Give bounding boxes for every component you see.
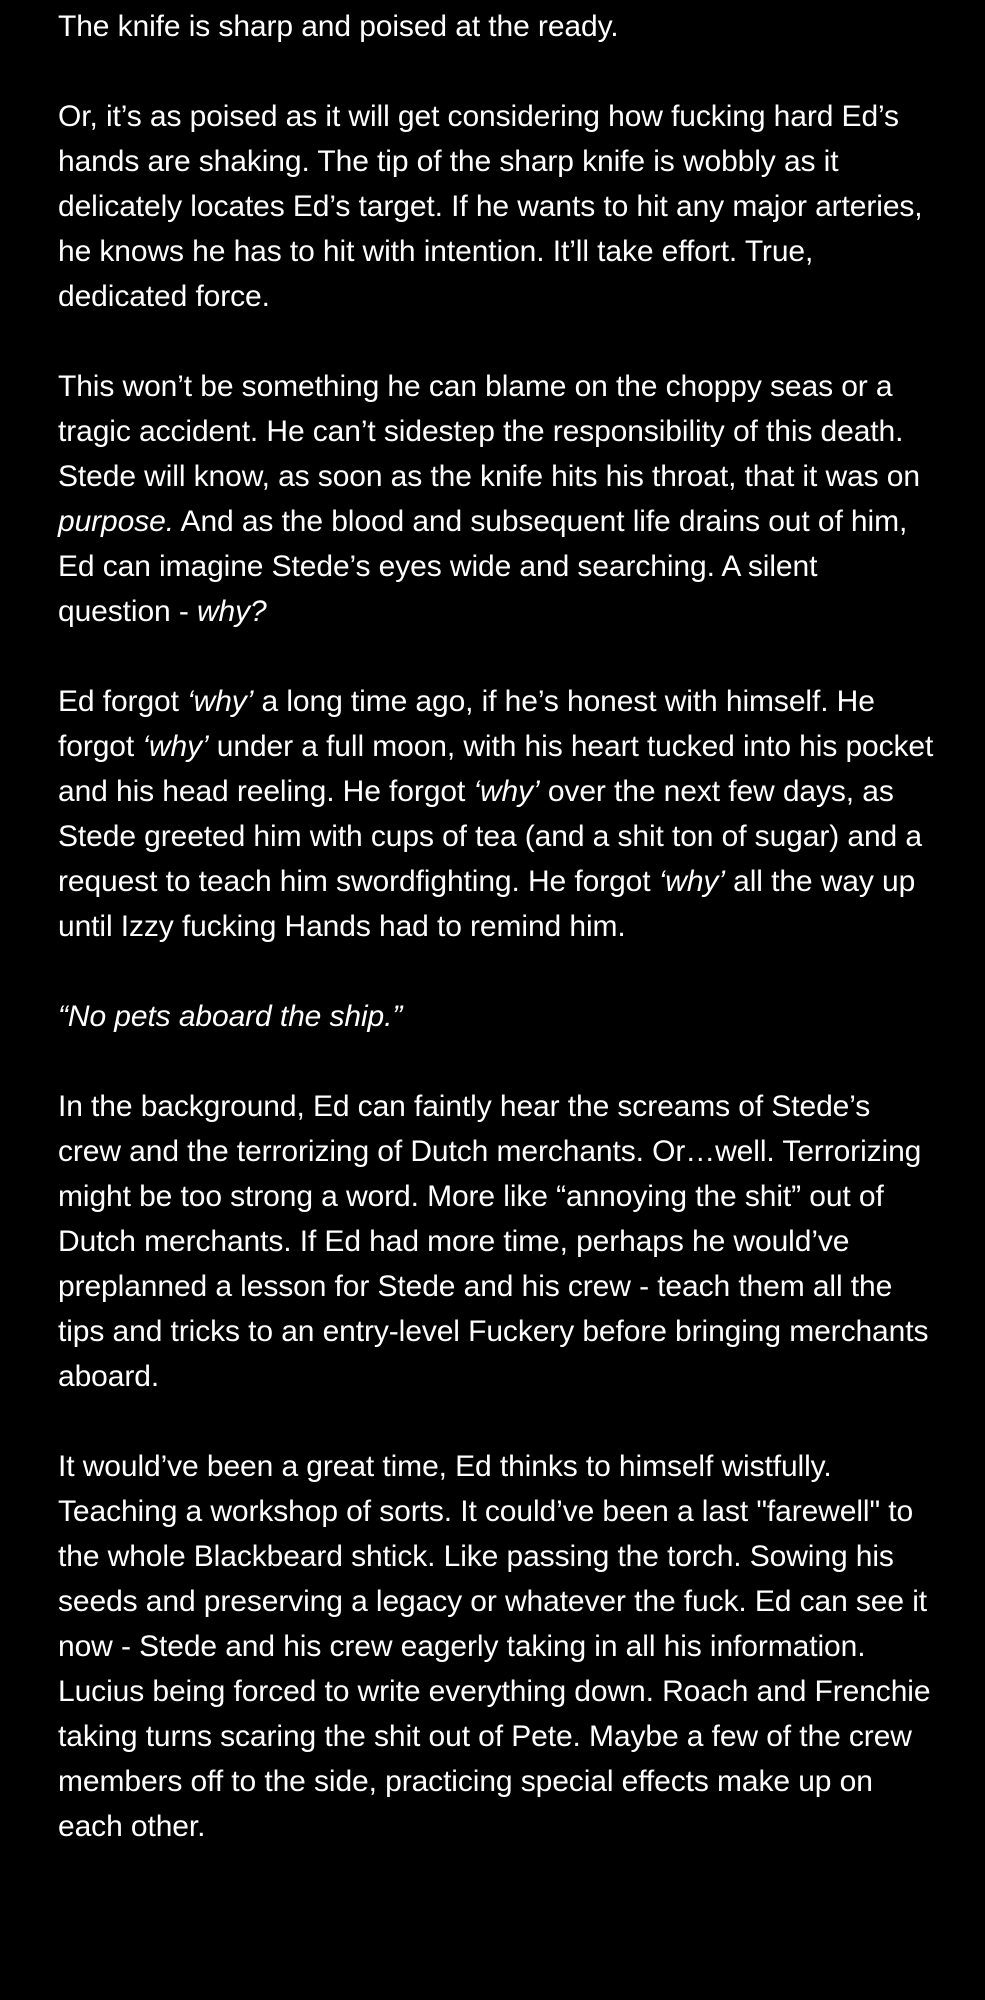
- text-segment: And as the blood and subsequent life drains out of him, Ed can imagine Stede’s eyes wide and searching. A silent question -: [58, 505, 908, 628]
- italic-text-segment: purpose.: [58, 505, 174, 538]
- italic-text-segment: ‘why’: [187, 685, 254, 718]
- text-segment: In the background, Ed can faintly hear the screams of Stede’s crew and the terrorizing of Dutch merchants. Or…well. Terrorizing might be too strong a word. More like “annoying the shit” out of Dutch merchants. If Ed had more time, perhaps he would’ve preplanned a lesson for Stede and his crew - teach them all the tips and tricks to an entry-level Fuckery before bringing merchants aboard.: [58, 1090, 929, 1393]
- italic-text-segment: ‘why’: [473, 775, 540, 808]
- text-segment: It would’ve been a great time, Ed thinks to himself wistfully. Teaching a workshop of sorts. It could’ve been a last "farewell" to the whole Blackbeard shtick. Like passing the torch. Sowing his seeds and preserving a legacy or whatever the fuck. Ed can see it now - Stede and his crew eagerly taking in all his information. Lucius being forced to write everything down. Roach and Frenchie taking turns scaring the shit out of Pete. Maybe a few of the crew members off to the side, practicing special effects make up on each other.: [58, 1450, 931, 1843]
- paragraph-5: [58, 994, 938, 1039]
- text-segment: all the way up until Izzy fucking Hands had to remind him.: [58, 865, 916, 943]
- italic-text-segment: why?: [196, 595, 267, 628]
- paragraph-1: [58, 4, 938, 49]
- text-segment: under a full moon, with his heart tucked into his pocket and his head reeling. He forgot: [58, 730, 934, 808]
- paragraph-6: [58, 1084, 938, 1399]
- paragraph-7: [58, 1444, 938, 1849]
- text-segment: over the next few days, as Stede greeted him with cups of tea (and a shit ton of sugar) and a request to teach him swordfighting. He forgot: [58, 775, 922, 898]
- story-text: [58, 4, 938, 1849]
- paragraph-4: [58, 679, 938, 949]
- text-segment: This won’t be something he can blame on the choppy seas or a tragic accident. He can’t sidestep the responsibility of this death. Stede will know, as soon as the knife hits his throat, that it was on: [58, 370, 920, 493]
- text-segment: The knife is sharp and poised at the ready.: [58, 10, 619, 43]
- italic-text-segment: “No pets aboard the ship.”: [58, 1000, 403, 1033]
- italic-text-segment: ‘why’: [142, 730, 209, 763]
- paragraph-2: [58, 94, 938, 319]
- text-segment: Or, it’s as poised as it will get considering how fucking hard Ed’s hands are shaking. The tip of the sharp knife is wobbly as it delicately locates Ed’s target. If he wants to hit any major arteries, he knows he has to hit with intention. It’ll take effort. True, dedicated force.: [58, 100, 923, 313]
- text-segment: Ed forgot: [58, 685, 188, 718]
- paragraph-3: [58, 364, 938, 634]
- text-segment: a long time ago, if he’s honest with himself. He forgot: [58, 685, 875, 763]
- italic-text-segment: ‘why’: [658, 865, 725, 898]
